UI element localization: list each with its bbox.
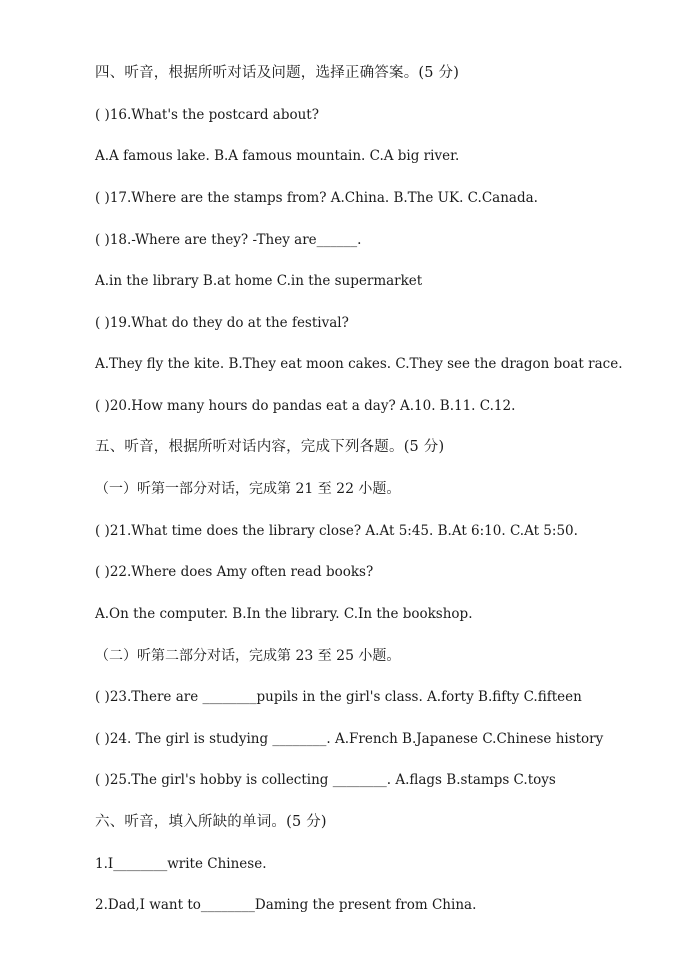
section-heading-5: 五、听音，根据所听对话内容，完成下列各题。(5 分)	[95, 439, 445, 455]
question-16: ( )16.What's the postcard about?	[95, 107, 319, 123]
question-22-options: A.On the computer. B.In the library. C.In the bookshop.	[95, 606, 473, 622]
question-18-options: A.in the library B.at home C.in the supermarket	[95, 273, 423, 289]
question-19-options: A.They fly the kite. B.They eat moon cakes. C.They see the dragon boat race.	[95, 356, 623, 372]
section-heading-6: 六、听音，填入所缺的单词。(5 分)	[95, 814, 327, 830]
fill-in-1: 1.I________write Chinese.	[95, 856, 267, 872]
question-16-options: A.A famous lake. B.A famous mountain. C.A big river.	[95, 148, 460, 164]
question-25: ( )25.The girl's hobby is collecting ________. A.flags B.stamps C.toys	[95, 772, 556, 788]
fill-in-2: 2.Dad,I want to________Daming the present from China.	[95, 897, 477, 913]
question-23: ( )23.There are ________pupils in the girl's class. A.forty B.fifty C.fifteen	[95, 689, 582, 705]
question-21: ( )21.What time does the library close? A.At 5:45. B.At 6:10. C.At 5:50.	[95, 523, 578, 539]
question-20: ( )20.How many hours do pandas eat a day? A.10. B.11. C.12.	[95, 398, 516, 414]
question-24: ( )24. The girl is studying ________. A.French B.Japanese C.Chinese history	[95, 731, 604, 747]
question-17: ( )17.Where are the stamps from? A.China. B.The UK. C.Canada.	[95, 190, 538, 206]
question-19: ( )19.What do they do at the festival?	[95, 315, 349, 331]
section-heading-4: 四、听音，根据所听对话及问题，选择正确答案。(5 分)	[95, 65, 460, 81]
part-2-heading: （二）听第二部分对话，完成第 23 至 25 小题。	[95, 648, 401, 664]
question-22: ( )22.Where does Amy often read books?	[95, 564, 374, 580]
part-1-heading: （一）听第一部分对话，完成第 21 至 22 小题。	[95, 481, 401, 497]
question-18: ( )18.-Where are they? -They are______.	[95, 232, 362, 248]
